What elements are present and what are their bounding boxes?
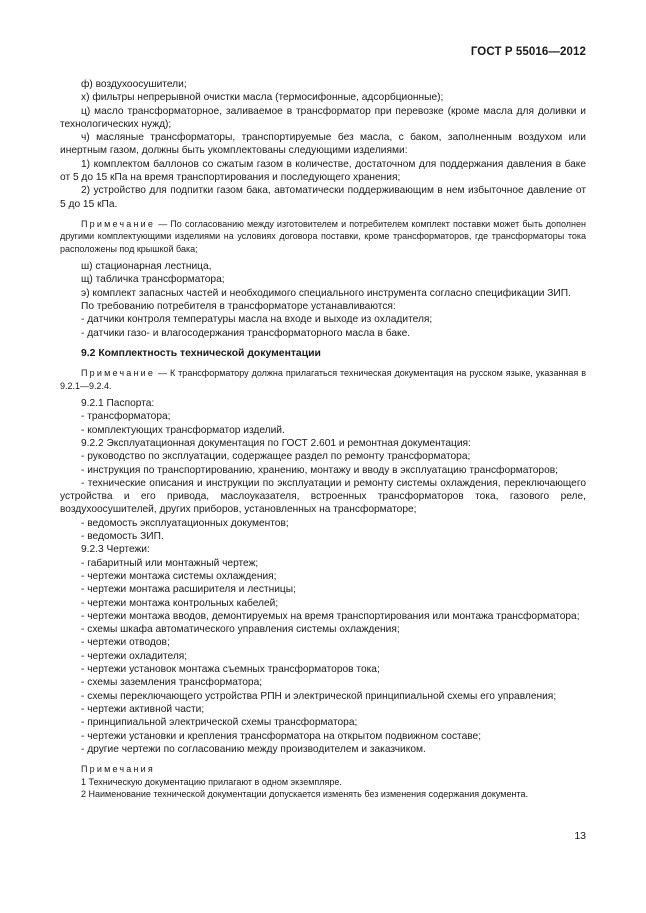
text-line: - ведомость эксплуатационных документов; <box>81 517 289 529</box>
text-line: - датчики контроля температуры масла на входе и выходе из охладителя; <box>81 314 433 326</box>
standard-header: ГОСТ Р 55016—2012 <box>470 46 586 58</box>
text-line: По требованию потребителя в трансформаторе устанавливаются: <box>81 301 396 313</box>
text-line: - чертежи отводов; <box>81 637 170 649</box>
text-line: - схемы заземления трансформатора; <box>81 677 263 689</box>
text-line: 9.2.1 Паспорта: <box>81 398 155 410</box>
text-line: - принципиальной электрической схемы трансформатора; <box>81 717 358 729</box>
text-line: - инструкция по транспортированию, хранению, монтажу и вводу в эксплуатацию трансформаторов; <box>81 464 559 476</box>
text-line: 2) устройство для подпитки газом бака, автоматически поддерживающим в нем избыточное давление от 5 до 15 кПа. <box>60 185 586 210</box>
note-item: 2 Наименование технической документации допускается изменять без изменения содержания документа. <box>81 788 528 799</box>
text-line: - комплектующих трансформатор изделий. <box>81 424 285 436</box>
text-line: - габаритный или монтажный чертеж; <box>81 557 259 569</box>
text-line: - схемы шкафа автоматического управления системы охлаждения; <box>81 624 400 636</box>
text-line: ш) стационарная лестница, <box>81 261 212 273</box>
text-line: - чертежи установок монтажа съемных трансформаторов тока; <box>81 664 380 676</box>
page-content <box>60 78 586 800</box>
note-paragraph <box>60 367 586 392</box>
notes-heading: Примечания <box>81 764 155 775</box>
text-line: - чертежи установки и крепления трансформатора на открытом подвижном составе; <box>81 730 482 742</box>
note-text: — По согласованию между изготовителем и потребителем комплект поставки может быть дополнен другими комплектующими изделиями на условиях договора поставки, кроме трансформаторов, где трансформаторы тока расположены под крышкой бака; <box>60 218 586 254</box>
text-line: ч) масляные трансформаторы, транспортируемые без масла, с баком, заполненным воздухом или инертным газом, должны быть укомплектованы следующими изделиями: <box>60 132 586 157</box>
text-line: ф) воздухоосушители; <box>81 79 187 90</box>
section-title: 9.2 Комплектность технической документации <box>81 347 321 359</box>
text-line: - другие чертежи по согласованию между производителем и заказчиком. <box>81 743 426 755</box>
text-line: - чертежи монтажа вводов, демонтируемых на время транспортирования или монтажа трансформатора; <box>81 610 580 622</box>
text-line: - схемы переключающего устройства РПН и электрической принципиальной схемы его управления; <box>81 690 557 702</box>
text-line: - чертежи монтажа контрольных кабелей; <box>81 597 279 609</box>
note-paragraph <box>60 218 586 255</box>
text-line: - ведомость ЗИП. <box>81 531 164 543</box>
text-line: х) фильтры непрерывной очистки масла (термосифонные, адсорбционные); <box>81 92 444 104</box>
text-line: 9.2.3 Чертежи: <box>81 544 150 556</box>
note-item: 1 Техническую документацию прилагают в одном экземпляре. <box>81 776 342 787</box>
text-line: 9.2.2 Эксплуатационная документация по ГОСТ 2.601 и ремонтная документация: <box>81 437 471 449</box>
text-line: - чертежи активной части; <box>81 703 205 715</box>
text-line: - технические описания и инструкции по эксплуатации и ремонту системы охлаждения, переключающего устройства и его привода, маслоуказателя, встроенных трансформаторов тока, газового реле, воздухоосушителей, других приборов, установленных на трансформаторе; <box>60 477 586 516</box>
text-line: 1) комплектом баллонов со сжатым газом в количестве, достаточном для поддержания давления в баке от 5 до 15 кПа на время транспортирования и последующего хранения; <box>60 158 586 184</box>
text-line: - датчики газо- и влагосодержания трансформаторного масла в баке. <box>81 327 411 339</box>
page-number: 13 <box>574 830 586 842</box>
text-line: ц) масло трансформаторное, заливаемое в трансформатор при перевозке (кроме масла для доливки и технологических нужд); <box>60 105 586 130</box>
text-line: щ) табличка трансформатора; <box>81 274 225 286</box>
text-line: - чертежи охладителя; <box>81 650 188 662</box>
text-line: - чертежи монтажа расширителя и лестницы; <box>81 584 296 596</box>
text-line: - чертежи монтажа системы охлаждения; <box>81 570 277 582</box>
text-line: - руководство по эксплуатации, содержащее раздел по ремонту трансформатора; <box>81 451 471 463</box>
note-label: Примечание <box>81 218 156 229</box>
note-label: Примечание <box>81 368 156 379</box>
note-text: — К трансформатору должна прилагаться техническая документация на русском языке, указанная в 9.2.1—9.2.4. <box>60 368 586 391</box>
text-line: - трансформатора; <box>81 411 171 423</box>
text-line: э) комплект запасных частей и необходимого специального инструмента согласно спецификации ЗИП. <box>81 287 571 299</box>
